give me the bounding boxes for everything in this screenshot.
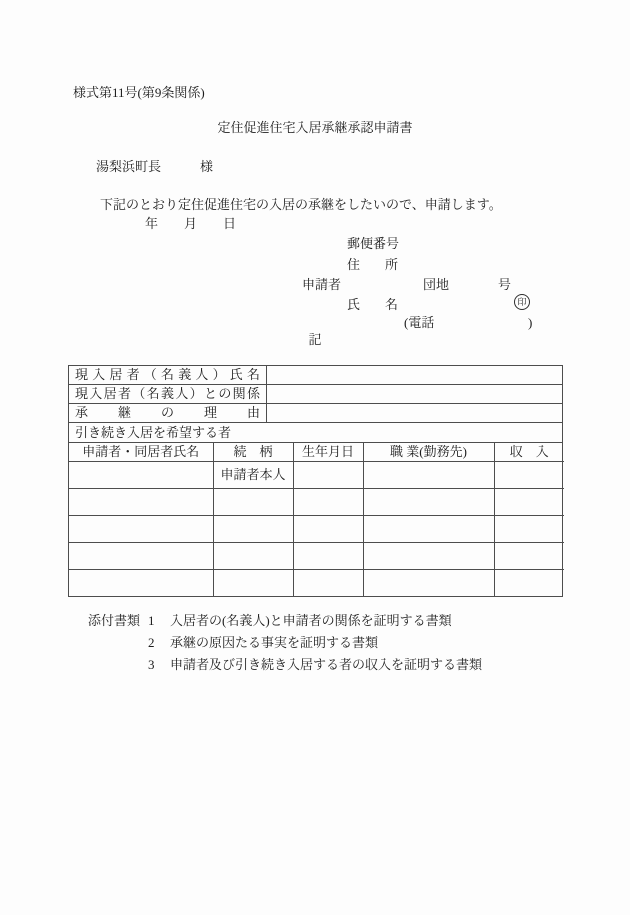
cell-occupation — [363, 489, 494, 516]
row-value-field — [267, 404, 562, 422]
row-label: 承継の理由 — [69, 404, 267, 422]
seal-character: 印 — [517, 296, 527, 307]
attachments-label-spacer — [88, 658, 148, 672]
name-label: 氏名 — [347, 297, 398, 312]
attachments-section — [88, 614, 482, 680]
date-line: 年 月 日 — [145, 216, 237, 231]
cell-relationship — [213, 570, 293, 597]
cell-income — [494, 462, 564, 489]
table-row — [69, 516, 564, 543]
phone-close-paren: ) — [528, 315, 533, 330]
cell-birthdate — [293, 462, 363, 489]
cell-income — [494, 543, 564, 570]
cell-occupation — [363, 570, 494, 597]
table-row — [69, 489, 564, 516]
unit-number-label: 号 — [498, 277, 512, 292]
cell-birthdate — [293, 489, 363, 516]
page-title: 定住促進住宅入居承継承認申請書 — [217, 120, 413, 135]
attachment-number: 2 — [148, 635, 155, 650]
attachment-item — [88, 636, 482, 650]
cell-birthdate — [293, 543, 363, 570]
phone-label: (電話 — [404, 315, 435, 330]
cell-occupation — [363, 543, 494, 570]
cell-relationship — [213, 543, 293, 570]
attachment-number: 1 — [148, 613, 155, 628]
form-number: 様式第11号(第9条関係) — [73, 85, 205, 100]
address-label: 住所 — [347, 257, 398, 272]
attachment-item — [88, 614, 482, 628]
addressee-honorific: 様 — [200, 159, 214, 174]
attachment-text: 入居者の(名義人)と申請者の関係を証明する書類 — [170, 613, 452, 628]
table-row — [69, 543, 564, 570]
row-value-field — [267, 366, 562, 384]
table-row-succession-reason — [69, 404, 562, 423]
table-row — [69, 570, 564, 597]
application-table — [68, 365, 563, 597]
table-row-relationship — [69, 385, 562, 404]
col-header-income: 収 入 — [494, 443, 564, 462]
row-value-field — [267, 385, 562, 403]
cell-income — [494, 516, 564, 543]
cell-birthdate — [293, 516, 363, 543]
attachment-number: 3 — [148, 657, 155, 672]
table-row-current-resident-name — [69, 366, 562, 385]
cell-relationship — [213, 516, 293, 543]
section-header-continuing-residents: 引き続き入居を希望する者 — [69, 423, 562, 443]
cell-income — [494, 570, 564, 597]
cell-name — [69, 570, 213, 597]
cell-name — [69, 516, 213, 543]
housing-complex-label: 団地 — [423, 277, 450, 292]
applicant-label: 申請者 — [302, 277, 342, 292]
cell-income — [494, 489, 564, 516]
attachments-label-spacer — [88, 636, 148, 650]
cell-birthdate — [293, 570, 363, 597]
application-statement: 下記のとおり定住促進住宅の入居の承継をしたいので、申請します。 — [100, 197, 502, 212]
row-label: 現入居者（名義人）との関係 — [69, 385, 267, 403]
col-header-name: 申請者・同居者氏名 — [69, 443, 213, 462]
addressee: 湯梨浜町長 — [96, 159, 162, 174]
col-header-relationship: 続 柄 — [213, 443, 293, 462]
postal-code-label: 郵便番号 — [347, 236, 400, 251]
attachment-text: 申請者及び引き続き入居する者の収入を証明する書類 — [170, 657, 483, 672]
cell-relationship — [213, 489, 293, 516]
col-header-occupation: 職 業(勤務先) — [363, 443, 494, 462]
row-label: 現入居者（名義人）氏名 — [69, 366, 267, 384]
col-header-birthdate: 生年月日 — [293, 443, 363, 462]
cell-occupation — [363, 462, 494, 489]
cell-name — [69, 462, 213, 489]
cell-occupation — [363, 516, 494, 543]
seal-mark-icon — [514, 294, 530, 310]
record-mark: 記 — [308, 332, 322, 347]
attachment-text: 承継の原因たる事実を証明する書類 — [170, 635, 379, 650]
attachment-item — [88, 658, 482, 672]
grid-header-row — [69, 443, 564, 462]
cell-name — [69, 543, 213, 570]
cell-relationship: 申請者本人 — [213, 462, 293, 489]
attachments-label: 添付書類 — [88, 613, 141, 628]
cell-name — [69, 489, 213, 516]
table-row — [69, 462, 564, 489]
residents-grid — [69, 443, 564, 596]
